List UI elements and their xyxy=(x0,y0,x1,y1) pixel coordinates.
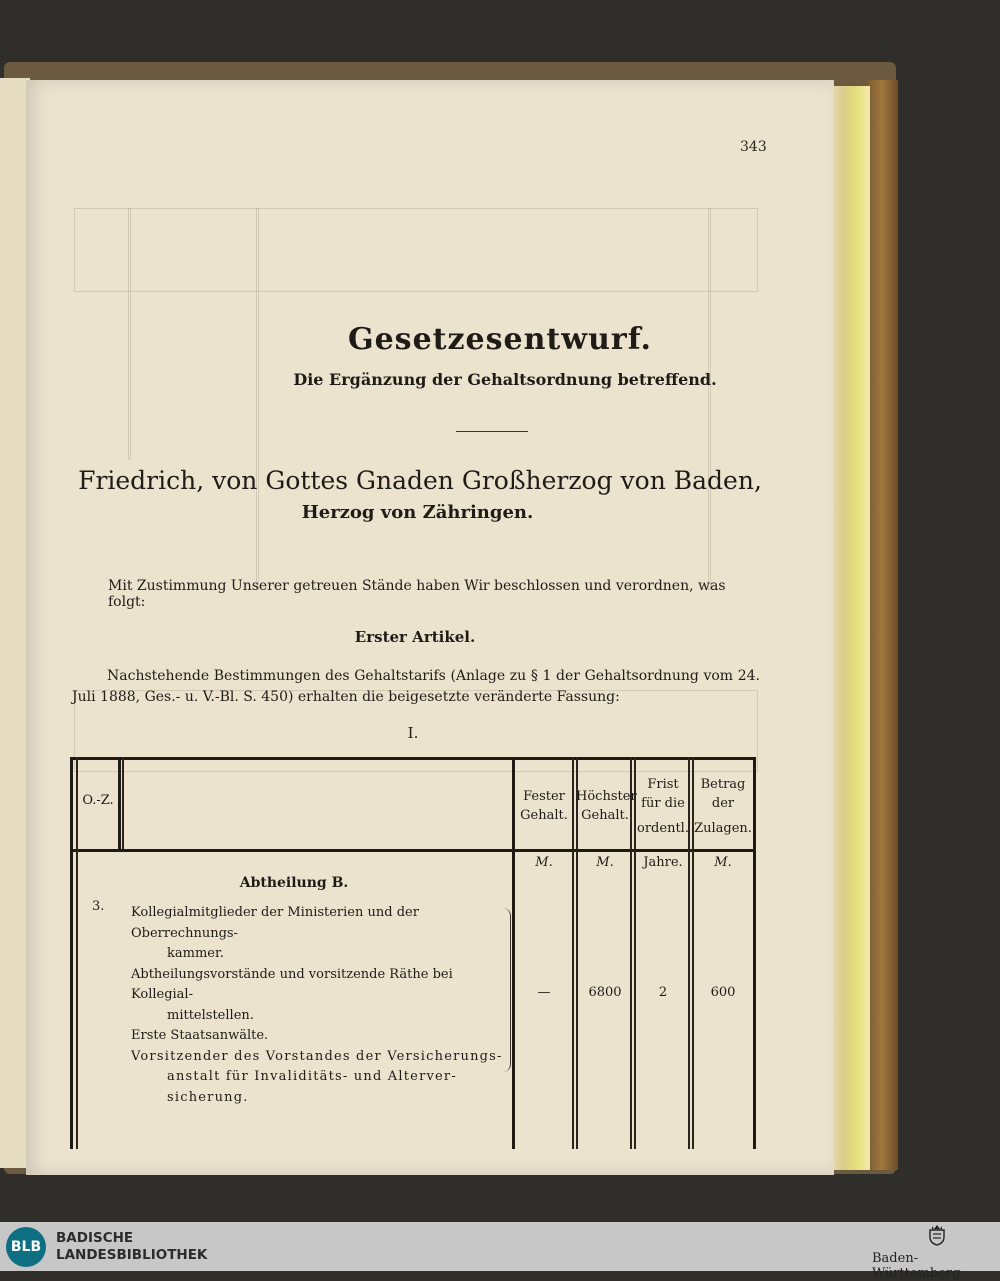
value-fester: — xyxy=(537,985,551,1000)
header-hoechster xyxy=(576,787,637,825)
header-fester-line2: Gehalt. xyxy=(520,808,568,823)
value-hoechster: 6800 xyxy=(588,985,622,1000)
table-border xyxy=(76,757,78,1149)
header-frist-line1: Frist xyxy=(647,777,679,792)
unit-hoechster: M. xyxy=(596,855,614,870)
show-through-table xyxy=(74,208,758,292)
table-column-line xyxy=(122,757,124,849)
table-border xyxy=(70,757,73,1149)
article-paragraph: Nachstehende Bestimmungen des Gehaltstarifs (Anlage zu § 1 der Gehaltsordnung vom 24. Juli 1888, Ges.- u. V.-Bl. S. 450) erhalten die beigesetzte veränderte Fassung: xyxy=(72,668,760,705)
unit-fester: M. xyxy=(535,855,553,870)
header-betrag-line2: der xyxy=(711,796,735,811)
entry-line: kammer. xyxy=(167,946,224,961)
entry-line: sicherung. xyxy=(167,1089,249,1105)
ruler-subtitle: Herzog von Zähringen. xyxy=(301,502,534,523)
entry-line: Abtheilungsvorstände und vorsitzende Räthe bei Kollegial- xyxy=(131,966,453,1002)
header-frist-line2: für die xyxy=(641,796,685,811)
page-number: 343 xyxy=(740,139,767,155)
entry-line: mittelstellen. xyxy=(167,1007,254,1023)
table-column-line xyxy=(572,757,574,1149)
table-border xyxy=(70,757,756,760)
document-title: Gesetzesentwurf. xyxy=(347,322,653,357)
show-through-line xyxy=(256,208,259,590)
region-label[interactable]: Baden-Württemberg xyxy=(872,1251,961,1281)
library-name-line2: LANDESBIBLIOTHEK xyxy=(56,1247,208,1263)
table-column-line xyxy=(512,757,515,1149)
document-subtitle: Die Ergänzung der Gehaltsordnung betreffend. xyxy=(293,370,717,389)
library-name[interactable] xyxy=(56,1230,207,1264)
section-numeral: I. xyxy=(407,724,419,742)
unit-frist: Jahre. xyxy=(643,855,683,870)
grouping-brace xyxy=(500,908,511,1072)
book-spine-edge xyxy=(866,80,898,1170)
article-heading: Erster Artikel. xyxy=(354,628,476,646)
entry-line: anstalt für Invaliditäts- und Alterver- xyxy=(167,1069,457,1084)
coat-of-arms-icon xyxy=(928,1224,946,1246)
header-fester-line1: Fester xyxy=(523,789,565,804)
table-border xyxy=(70,849,756,852)
value-betrag: 600 xyxy=(710,985,736,1000)
unit-betrag: M. xyxy=(714,855,732,870)
show-through-line xyxy=(708,208,711,590)
header-hoechster-line2: Gehalt. xyxy=(581,808,629,823)
enactment-clause: Mit Zustimmung Unserer getreuen Stände haben Wir beschlossen und verordnen, was folgt: xyxy=(108,578,726,610)
header-frist xyxy=(634,775,692,838)
header-betrag xyxy=(692,775,754,838)
entry-line: Vorsitzender des Vorstandes der Versicherungs- xyxy=(131,1048,503,1064)
header-frist-line3: ordentl. xyxy=(637,821,689,836)
header-oz: O.-Z. xyxy=(82,793,114,808)
page-stack-edge xyxy=(830,86,870,1170)
row-number: 3. xyxy=(92,899,105,914)
ruler-title: Friedrich, von Gottes Gnaden Großherzog von Baden, xyxy=(78,466,762,495)
divider-rule xyxy=(456,431,528,432)
entry-list xyxy=(131,903,509,1108)
entry-line: Kollegialmitglieder der Ministerien und der Oberrechnungs- xyxy=(131,905,419,941)
library-name-line1: BADISCHE xyxy=(56,1230,134,1246)
blb-logo[interactable]: BLB xyxy=(6,1227,46,1267)
header-hoechster-line1: Höchster xyxy=(576,789,637,804)
value-frist: 2 xyxy=(658,985,668,1000)
header-betrag-line3: Zulagen. xyxy=(694,821,752,836)
entry-line: Erste Staatsanwälte. xyxy=(131,1028,269,1043)
header-fester xyxy=(516,787,572,825)
header-betrag-line1: Betrag xyxy=(700,777,746,792)
section-heading: Abtheilung B. xyxy=(239,875,349,891)
